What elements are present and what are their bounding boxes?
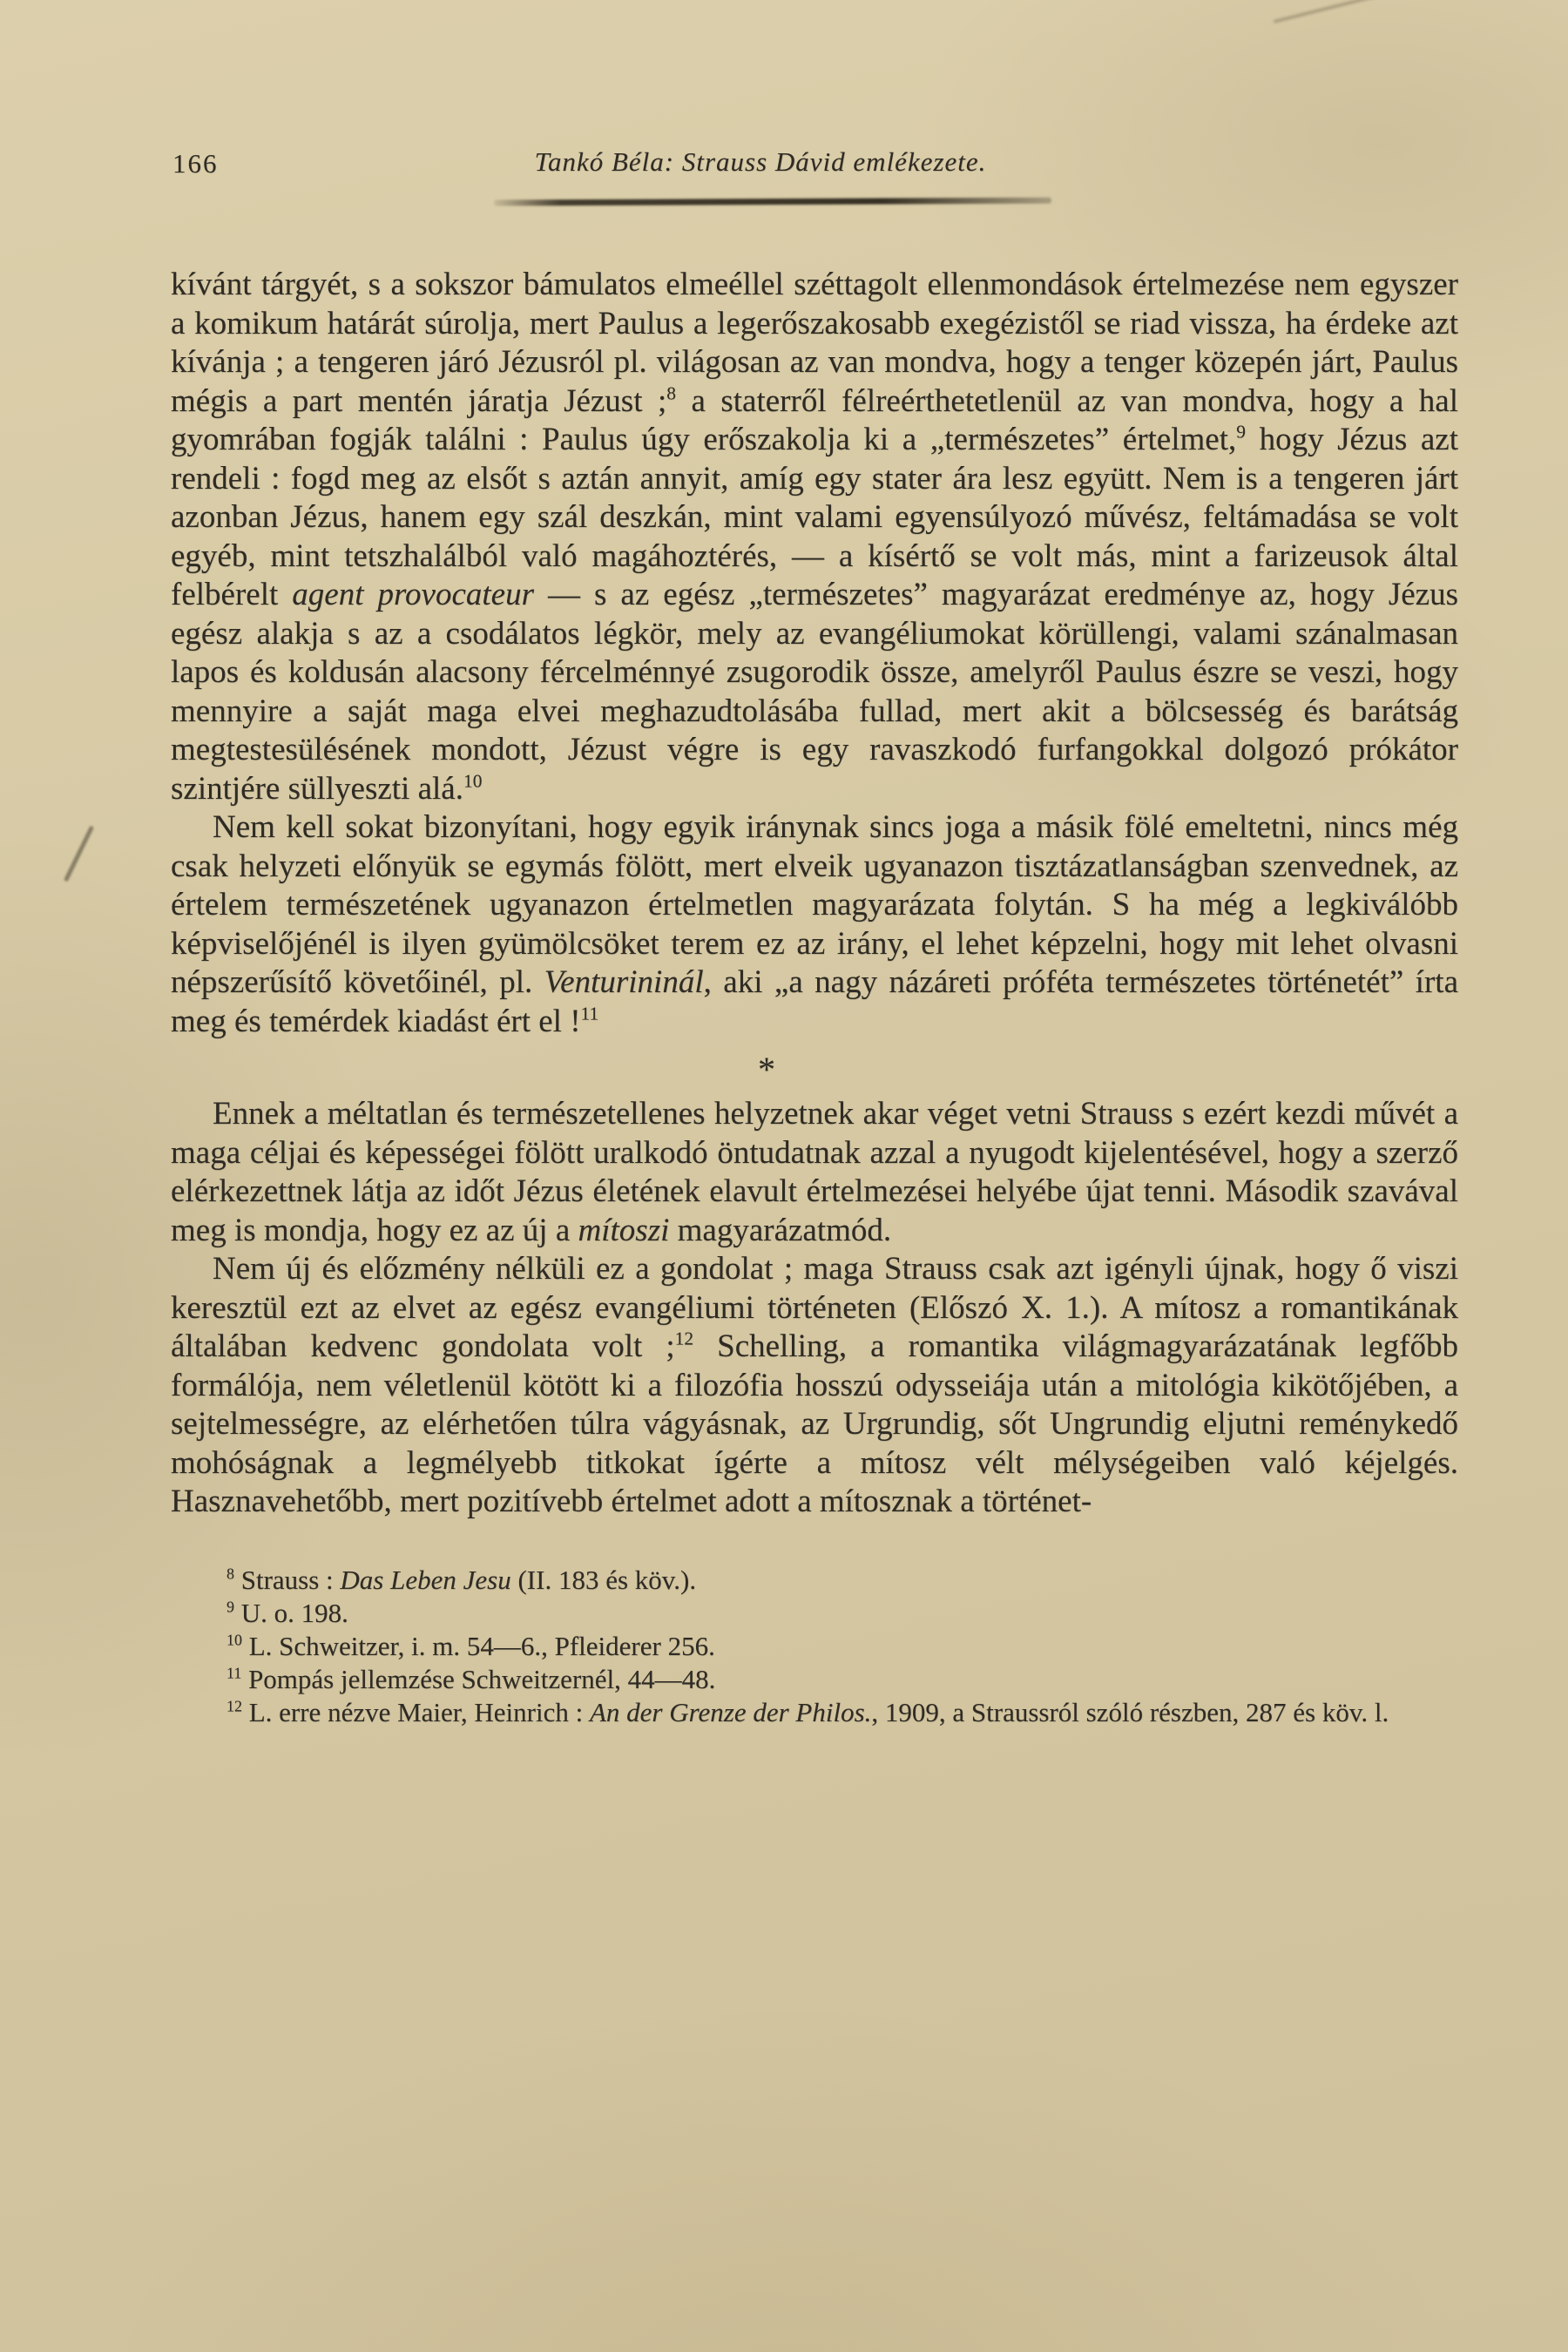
text-run: hogy Jézus azt rendeli : fogd meg az elsőt s aztán annyit, amíg egy stater ára lesz együtt. Nem is a tengeren járt azonban Jézus, hanem egy szál deszkán, mint valami egyensúlyozó művész, feltámadása se volt egyéb, mint tetszhalálból való magáhoztérés, — a kísértő se volt más, mint a farizeusok által felbérelt [171, 422, 1458, 612]
footnote-marker: 9 [1236, 421, 1246, 443]
paragraph [171, 1250, 1458, 1522]
text-run: Strauss : [233, 1564, 341, 1595]
italic-text: mítoszi [578, 1212, 670, 1248]
section-separator: * [758, 1050, 775, 1089]
paragraph [171, 1095, 1458, 1250]
footnote-marker: 8 [666, 382, 676, 404]
footnote [171, 1597, 1458, 1630]
paragraph [171, 266, 1458, 808]
footnote-marker: 12 [674, 1328, 694, 1349]
italic-text: Das Leben Jesu [340, 1564, 511, 1595]
italic-text: An der Grenze der Philos. [589, 1696, 872, 1727]
footnotes [171, 1564, 1458, 1729]
footnote-marker: 11 [226, 1664, 242, 1682]
text-run: Schelling, a romantika világmagyarázatának legfőbb formálója, nem véletlenül kötött ki a filozófia hosszú odysseiája után a mitológia kikötőjében, a sejtelmességre, az elérhetően túlra vágyásnak, az Urgrundig, sőt Ungrundig eljutni reménykedő mohóságnak a legmélyebb titkokat ígérte a mítosz vélt mélységeiben való kéjelgés. Hasznavehetőbb, mert pozitívebb értelmet adott a mítosznak a történet- [171, 1328, 1458, 1519]
text-run: kívánt tárgyét, s a sokszor bámulatos elmeéllel széttagolt ellenmondások értelmezése nem egyszer a komikum határát súrolja, mert Paulus a legerőszakosabb exegézistől se riad vissza, ha érdeke azt kívánja ; a tengeren járó Jézusról pl. világosan az van mondva, hogy a tenger közepén járt, Paulus mégis a part mentén járatja Jézust ; [171, 267, 1458, 419]
footnote-marker: 10 [226, 1631, 242, 1649]
footnote-marker: 9 [226, 1598, 234, 1616]
body-text [171, 266, 1458, 1522]
footnote-marker: 10 [463, 770, 483, 792]
footnote-marker: 12 [226, 1697, 242, 1715]
scan-artifact-left [64, 825, 94, 882]
footnote-marker: 11 [580, 1003, 599, 1024]
text-run: L. Schweitzer, i. m. 54—6., Pfleiderer 256. [241, 1630, 715, 1661]
header-rule [494, 198, 1051, 206]
paragraph [171, 808, 1458, 1041]
text-run: Ennek a méltatlan és természetellenes helyzetnek akar véget vetni Strauss s ezért kezdi művét a maga céljai és képességei fölött uralkodó öntudatnak azzal a nyugodt kijelentésével, hogy a szerző elérkezettnek látja az időt Jézus életének elavult értelmezései helyébe újat tenni. Második szavával meg is mondja, hogy ez az új a [171, 1096, 1458, 1248]
footnote-marker: 8 [226, 1565, 234, 1583]
running-header-row [171, 146, 1458, 188]
italic-text: agent provocateur [292, 577, 534, 612]
footnote [171, 1630, 1458, 1663]
text-run: Pompás jellemzése Schweitzernél, 44—48. [241, 1663, 716, 1694]
footnote [171, 1663, 1458, 1696]
text-run: , aki „a nagy názáreti próféta természetes történetét” írta meg és temérdek kiadást ért el ! [171, 964, 1458, 1039]
page-content [171, 146, 1458, 1729]
text-run: Nem új és előzmény nélküli ez a gondolat ; maga Strauss csak azt igényli újnak, hogy ő viszi keresztül ezt az elvet az egész evangéliumi történeten (Előszó X. 1.). A mítosz a romantikának általában kedvenc gondolata volt ; [171, 1251, 1458, 1364]
footnote [171, 1564, 1458, 1597]
footnote [171, 1696, 1458, 1729]
scan-artifact-top [1274, 0, 1409, 23]
italic-text: Venturininál [544, 964, 704, 1000]
text-run: a staterről félreérthetetlenül az van mondva, hogy a hal gyomrában fogják találni : Paulus úgy erőszakolja ki a „természetes” értelmet, [171, 382, 1458, 457]
text-run: — s az egész „természetes” magyarázat eredménye az, hogy Jézus egész alakja s az a csodálatos légkör, mely az evangéliumokat körüllengi, valami szánalmasan lapos és koldusán alacsony fércelménnyé zsugorodik össze, amelyről Paulus észre se veszi, hogy mennyire a saját maga elvei meghazudtolásába fullad, mert akit a bölcsesség és barátság megtestesülésének mondott, Jézust végre is egy ravaszkodó furfangokkal dolgozó prókátor szintjére süllyeszti alá. [171, 577, 1458, 807]
page-number: 166 [172, 148, 219, 179]
text-run: Nem kell sokat bizonyítani, hogy egyik iránynak sincs joga a másik fölé emeltetni, nincs még csak helyzeti előnyük se egymás fölött, mert elveik ugyanazon tisztázatlanságban szenvednek, az értelem természetének ugyanazon értelmetlen magyarázata folytán. S ha még a legkiválóbb képviselőjénél is ilyen gyümölcsöket terem ez az irány, el lehet képzelni, hogy mit lehet olvasni népszerűsítő követőinél, pl. [171, 809, 1458, 1000]
text-run: magyarázatmód. [669, 1212, 892, 1248]
text-run: (II. 183 és köv.). [510, 1564, 697, 1595]
text-run: , 1909, a Straussról szóló részben, 287 és köv. l. [871, 1696, 1389, 1727]
running-header: Tankó Béla: Strauss Dávid emlékezete. [534, 146, 987, 177]
text-run: U. o. 198. [233, 1597, 348, 1628]
text-run: L. erre nézve Maier, Heinrich : [241, 1696, 590, 1727]
